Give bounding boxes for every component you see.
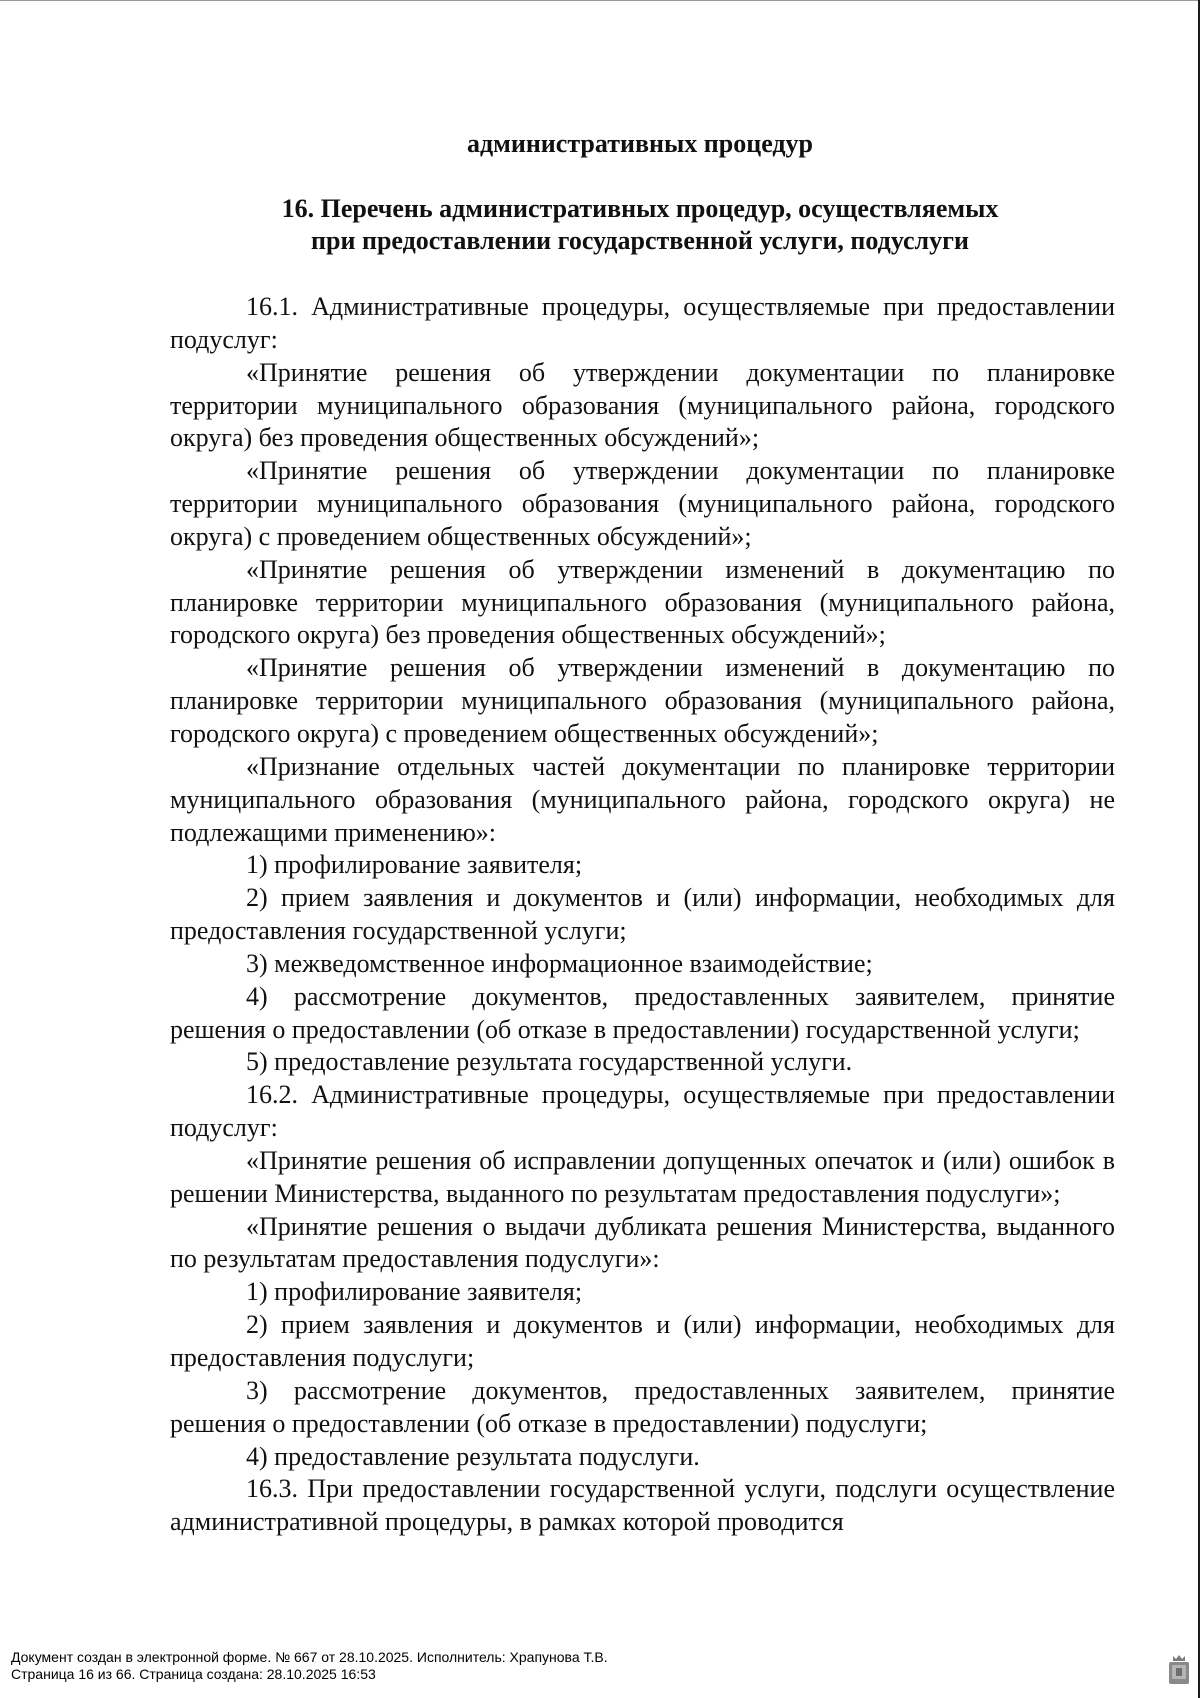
paragraph: 16.1. Административные процедуры, осуществляемые при предоставлении подуслуг:: [170, 292, 1115, 354]
paragraph: 16.3. При предоставлении государственной услуги, подслуги осуществление административной процедуры, в рамках которой проводится: [170, 1474, 1115, 1537]
list-item: 4) рассмотрение документов, предоставленных заявителем, принятие решения о предоставлении (об отказе в предоставлении) государственной услуги;: [170, 981, 1115, 1044]
previous-section-heading-tail: административных процедур: [466, 129, 814, 158]
list-item: 1) профилирование заявителя;: [246, 1277, 583, 1307]
paragraph: «Принятие решения об утверждении изменений в документацию по планировке территории муниципального образования (муниципального района, городского округа) без проведения общественных обсуждений»;: [170, 554, 1115, 650]
section-title: [160, 193, 1120, 257]
footer-line-2: Страница 16 из 66. Страница создана: 28.10.2025 16:53: [11, 1666, 376, 1682]
list-item: 4) предоставление результата подуслуги.: [246, 1441, 700, 1471]
paragraph: 16.2. Административные процедуры, осуществляемые при предоставлении подуслуг:: [170, 1080, 1115, 1143]
electronic-document-footer: [11, 1649, 608, 1683]
paragraph: «Принятие решения об утверждении документации по планировке территории муниципального образования (муниципального района, городского округа) без проведения общественных обсуждений»;: [170, 357, 1115, 453]
document-body: [170, 291, 1115, 1539]
list-item: 2) прием заявления и документов и (или) информации, необходимых для предоставления государственной услуги;: [170, 883, 1115, 946]
paragraph: «Признание отдельных частей документации по планировке территории муниципального образования (муниципального района, городского округа) не подлежащими применению»:: [170, 751, 1115, 847]
list-item: 5) предоставление результата государственной услуги.: [246, 1047, 853, 1077]
list-item: 1) профилирование заявителя;: [246, 850, 583, 880]
paragraph: «Принятие решения об утверждении изменений в документацию по планировке территории муниципального образования (муниципального района, городского округа) с проведением общественных обсуждений»;: [170, 653, 1115, 748]
coat-of-arms-icon: [1168, 1653, 1190, 1685]
paragraph: «Принятие решения о выдачи дубликата решения Министерства, выданного по результатам предоставления подуслуги»:: [170, 1211, 1115, 1274]
section-title-line-2: при предоставлении государственной услуги, подуслуги: [311, 226, 969, 255]
footer-line-1: Документ создан в электронной форме. № 667 от 28.10.2025. Исполнитель: Храпунова Т.В.: [11, 1649, 608, 1665]
list-item: 2) прием заявления и документов и (или) информации, необходимых для предоставления подуслуги;: [170, 1310, 1115, 1372]
section-title-line-1: 16. Перечень административных процедур, осуществляемых: [281, 194, 999, 223]
list-item: 3) рассмотрение документов, предоставленных заявителем, принятие решения о предоставлении (об отказе в предоставлении) подуслуги;: [170, 1375, 1115, 1438]
paragraph: «Принятие решения об утверждении документации по планировке территории муниципального образования (муниципального района, городского округа) с проведением общественных обсуждений»;: [170, 456, 1115, 551]
list-item: 3) межведомственное информационное взаимодействие;: [246, 948, 873, 978]
page-top-edge: [0, 0, 1200, 1]
paragraph: «Принятие решения об исправлении допущенных опечаток и (или) ошибок в решении Министерства, выданного по результатам предоставления подуслуги»;: [170, 1145, 1115, 1208]
